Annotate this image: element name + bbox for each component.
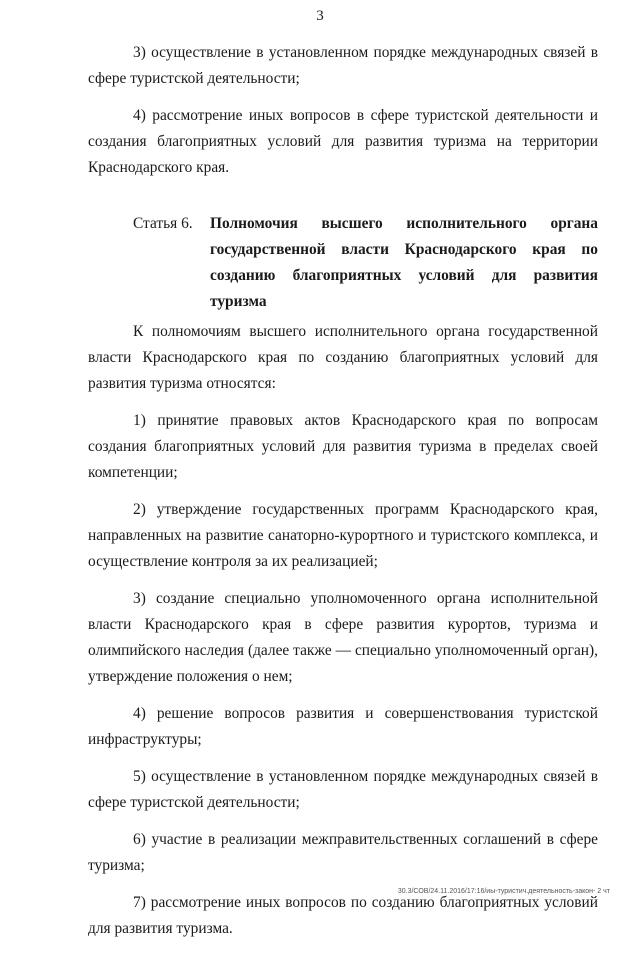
page-number: 3 bbox=[316, 8, 324, 24]
article-lead: К полномочиям высшего исполнительного органа государственной власти Краснодарского края по созданию благоприятных условий для развития туризма относятся: bbox=[88, 323, 598, 392]
intro-item-4: 4) рассмотрение иных вопросов в сфере туристской деятельности и создания благоприятных условий для развития туризма на территории Краснодарского края. bbox=[88, 107, 598, 176]
article-item-1: 1) принятие правовых актов Краснодарского края по вопросам создания благоприятных условий для развития туризма в пределах своей компетенции; bbox=[88, 412, 598, 481]
article-label: Статья 6. bbox=[133, 215, 193, 232]
article-title: Полномочия высшего исполнительного органа государственной власти Краснодарского края по созданию благоприятных условий для развития туризма bbox=[210, 215, 598, 310]
document-body bbox=[88, 40, 598, 953]
article-heading bbox=[88, 211, 598, 315]
article-item-3: 3) создание специально уполномоченного органа исполнительной власти Краснодарского края в сфере развития курортов, туризма и олимпийского наследия (далее также — специально уполномоченный орган), утверждение положения о нем; bbox=[88, 590, 598, 685]
article-item-5: 5) осуществление в установленном порядке международных связей в сфере туристской деятельности; bbox=[88, 768, 598, 811]
article-item-6: 6) участие в реализации межправительственных соглашений в сфере туризма; bbox=[88, 831, 598, 874]
footer-reference: 30.3/СОВ/24.11.2016/17:16/иы-туристич.деятельность-закон- 2 чт bbox=[397, 888, 610, 895]
article-item-2: 2) утверждение государственных программ Краснодарского края, направленных на развитие санаторно-курортного и туристского комплекса, и осуществление контроля за их реализацией; bbox=[88, 501, 598, 570]
intro-item-3: 3) осуществление в установленном порядке международных связей в сфере туристской деятельности; bbox=[88, 44, 598, 87]
article-item-7: 7) рассмотрение иных вопросов по созданию благоприятных условий для развития туризма. bbox=[88, 894, 598, 937]
article-item-4: 4) решение вопросов развития и совершенствования туристской инфраструктуры; bbox=[88, 705, 598, 748]
